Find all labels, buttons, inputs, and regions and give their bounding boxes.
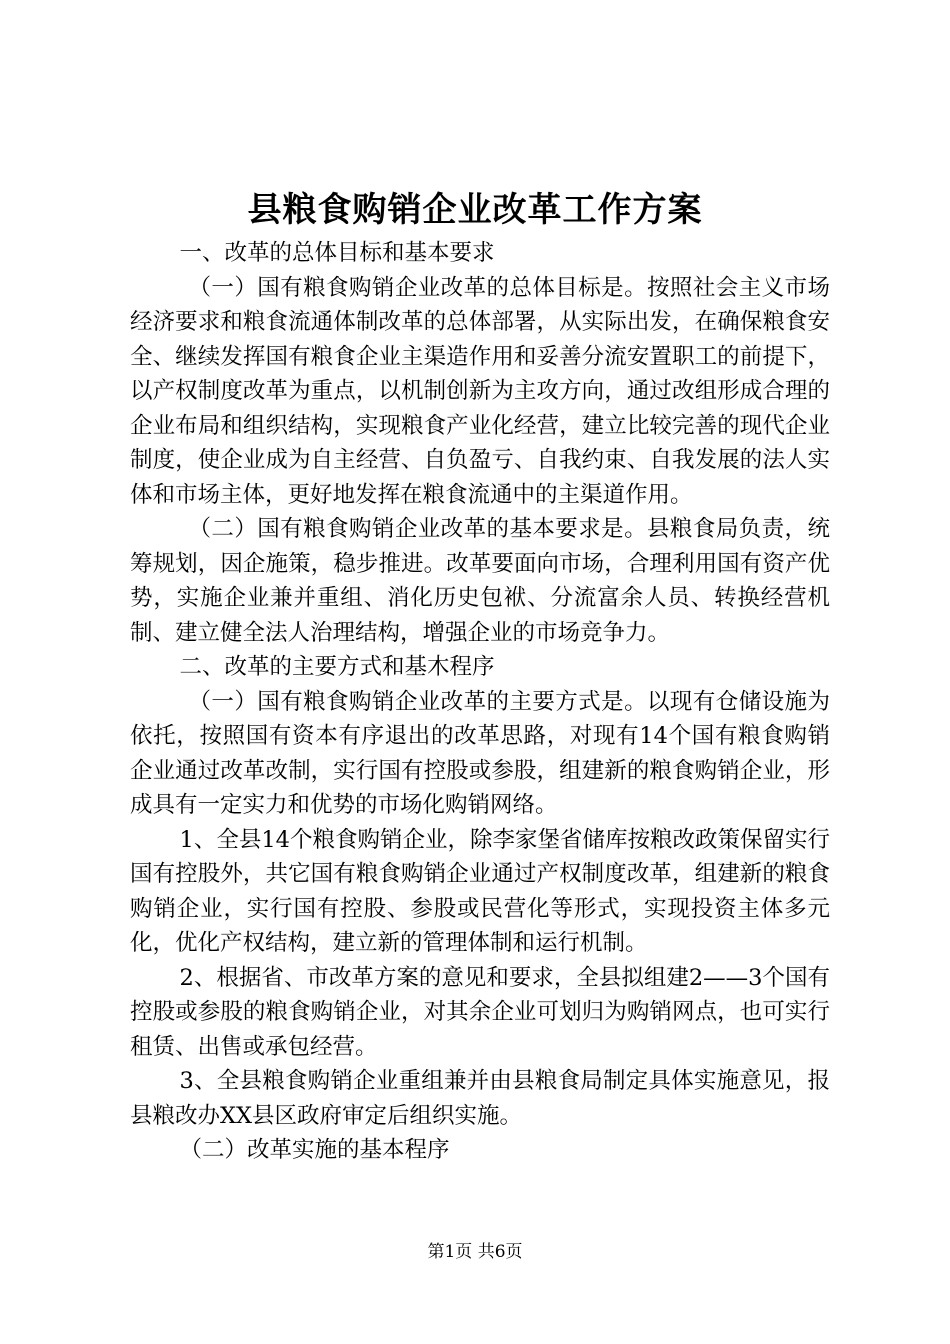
paragraph-basic-requirements: （二）国有粮食购销企业改革的基本要求是。县粮食局负责，统筹规划，因企施策，稳步推进。改革要面向市场，合理利用国有资产优势，实施企业兼并重组、消化历史包袱、分流富余人员、转换经营机制、建立健全法人治理结构，增强企业的市场竞争力。 bbox=[130, 516, 830, 646]
paragraph-item-2: 2、根据省、市改革方案的意见和要求，全县拟组建2——3个国有控股或参股的粮食购销企业，对其余企业可划归为购销网点，也可实行租赁、出售或承包经营。 bbox=[130, 964, 830, 1060]
paragraph-item-1: 1、全县14个粮食购销企业，除李家堡省储库按粮改政策保留实行国有控股外，共它国有粮食购销企业通过产权制度改革，组建新的粮食购销企业，实行国有控股、参股或民营化等形式，实现投资主体多元化，优化产权结构，建立新的管理体制和运行机制。 bbox=[130, 826, 830, 956]
paragraph-main-methods: （一）国有粮食购销企业改革的主要方式是。以现有仓储设施为依托，按照国有资本有序退出的改革思路，对现有14个国有粮食购销企业通过改革改制，实行国有控股或参股，组建新的粮食购销企业，形成具有一定实力和优势的市场化购销网络。 bbox=[130, 688, 830, 818]
document-title: 县粮食购销企业改革工作方案 bbox=[247, 190, 703, 230]
paragraph-item-3: 3、全县粮食购销企业重组兼并由县粮食局制定具体实施意见，报县粮改办XX县区政府审定后组织实施。 bbox=[130, 1068, 830, 1129]
section-heading-1: 一、改革的总体目标和基本要求 bbox=[179, 240, 495, 266]
paragraph-overall-goal: （一）国有粮食购销企业改革的总体目标是。按照社会主义市场经济要求和粮食流通体制改革的总体部署，从实际出发，在确保粮食安全、继续发挥国有粮食企业主渠造作用和妥善分流安置职工的前提下，以产权制度改革为重点，以机制创新为主攻方向，通过改组形成合理的企业布局和组织结构，实现粮食产业化经营，建立比较完善的现代企业制度，使企业成为自主经营、自负盈亏、自我约束、自我发展的法人实体和市场主体，更好地发挥在粮食流通中的主渠道作用。 bbox=[130, 274, 830, 508]
document-body bbox=[130, 236, 830, 1168]
page-footer: 第1页 共6页 bbox=[427, 1242, 523, 1262]
section-heading-2: 二、改革的主要方式和基木程序 bbox=[179, 654, 495, 680]
subsection-heading-procedure: （二）改革实施的基本程序 bbox=[179, 1137, 450, 1163]
